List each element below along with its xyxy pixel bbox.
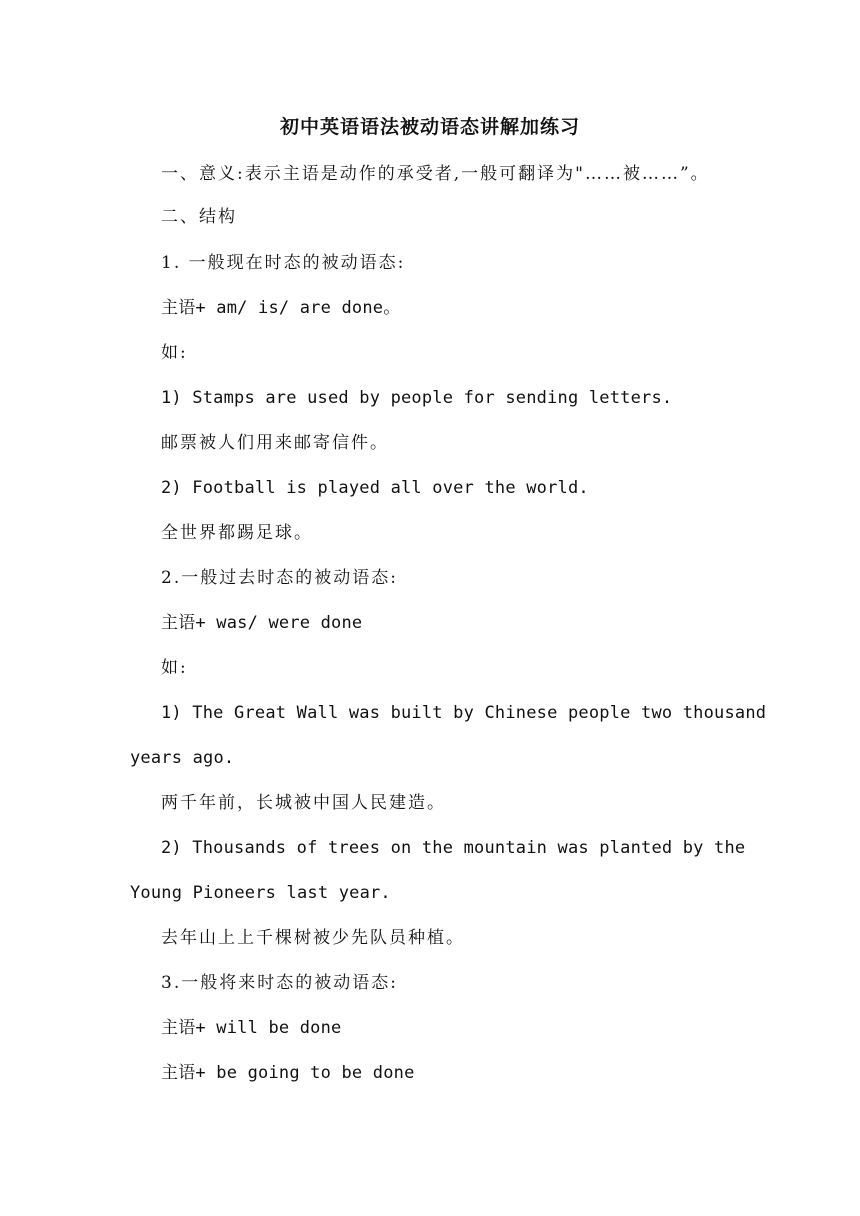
example-sentence: 2) Football is played all over the world. — [161, 478, 589, 498]
simple-past-formula: 主语+ was/ were done — [161, 613, 363, 633]
simple-present-heading: 1. 一般现在时态的被动语态: — [161, 253, 406, 273]
example-sentence-continued: Young Pioneers last year. — [130, 883, 391, 903]
example-sentence: 1) The Great Wall was built by Chinese people two thousand — [161, 703, 767, 723]
simple-future-heading: 3.一般将来时态的被动语态: — [161, 973, 398, 993]
example-sentence: 1) Stamps are used by people for sending letters. — [161, 388, 673, 408]
example-translation: 两千年前，长城被中国人民建造。 — [161, 793, 446, 813]
example-sentence: 2) Thousands of trees on the mountain was planted by the — [161, 838, 746, 858]
example-sentence-continued: years ago. — [130, 748, 235, 768]
example-translation: 去年山上上千棵树被少先队员种植。 — [161, 928, 465, 948]
example-translation: 全世界都踢足球。 — [161, 523, 313, 543]
simple-present-formula: 主语+ am/ is/ are done。 — [161, 298, 401, 318]
meaning-line: 一、意义:表示主语是动作的承受者,一般可翻译为"……被……”。 — [161, 164, 710, 184]
simple-past-heading: 2.一般过去时态的被动语态: — [161, 568, 398, 588]
simple-future-formula: 主语+ be going to be done — [161, 1063, 415, 1083]
example-translation: 邮票被人们用来邮寄信件。 — [161, 433, 389, 453]
example-label: 如: — [161, 658, 188, 678]
document-title: 初中英语语法被动语态讲解加练习 — [279, 116, 580, 138]
example-label: 如: — [161, 343, 188, 363]
simple-future-formula: 主语+ will be done — [161, 1018, 342, 1038]
structure-heading: 二、结构 — [161, 207, 237, 227]
